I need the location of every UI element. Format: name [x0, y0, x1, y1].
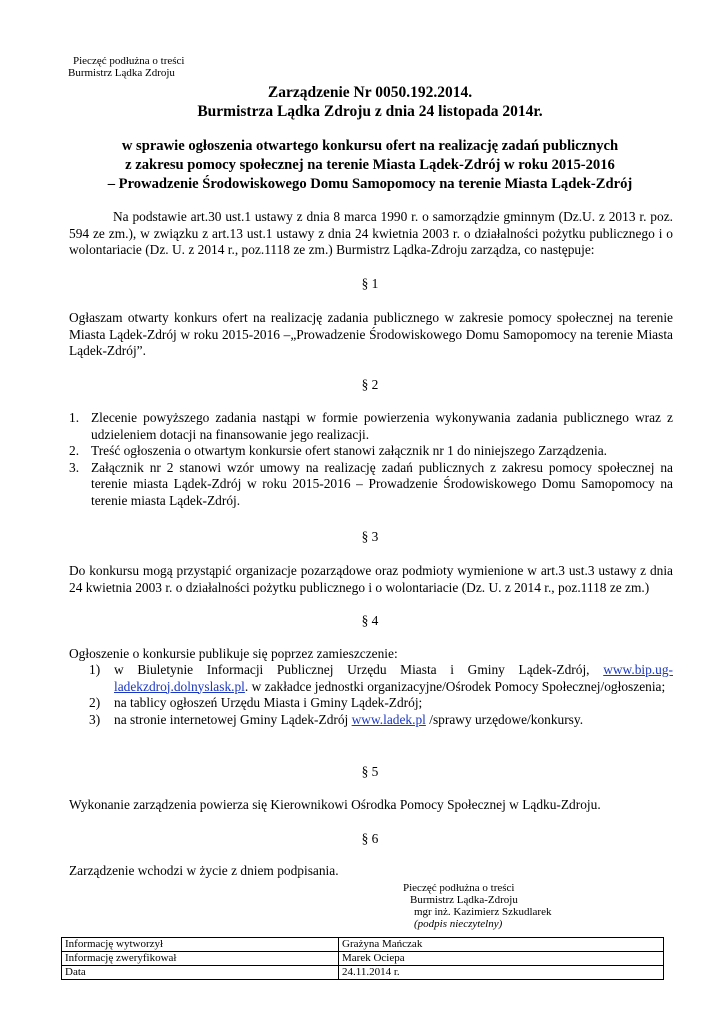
table-cell-value: Marek Ociepa [339, 952, 664, 966]
section-3-text: Do konkursu mogą przystąpić organizacje pozarządowe oraz podmioty wymienione w art.3 ust.3 ustawy z dnia 24 kwietnia 2003 r. o działalności pożytku publicznego i o wolontariacie (Dz. U. z 2014 r., poz.1118 ze zm.) [69, 563, 673, 595]
table-row [62, 938, 664, 952]
section-5-mark: § 5 [361, 764, 379, 779]
section-3-mark: § 3 [361, 529, 379, 544]
list-item [69, 662, 673, 695]
list-item-text: na tablicy ogłoszeń Urzędu Miasta i Gminy Lądek-Zdrój; [114, 695, 423, 710]
section-2-mark: § 2 [361, 377, 379, 392]
top-stamp-line-2: Burmistrz Lądka Zdroju [68, 67, 175, 79]
bottom-stamp-line-1: Pieczęć podłużna o treści [403, 882, 515, 894]
bip-link[interactable]: www.bip.ug-ladekzdroj.dolnyslask.pl [114, 662, 673, 694]
section-4-list [69, 662, 673, 728]
section-1-text: Ogłaszam otwarty konkurs ofert na realizację zadania publicznego w zakresie pomocy społecznej na terenie Miasta Lądek-Zdrój w roku 2015-2016 –„Prowadzenie Środowiskowego Domu Samopomocy na terenie Miasta Lądek-Zdrój”. [69, 310, 673, 358]
list-item-text-after: /sprawy urzędowe/konkursy. [429, 711, 584, 727]
info-table [61, 937, 664, 980]
table-row [62, 966, 664, 980]
bottom-stamp-line-2: Burmistrz Lądka-Zdroju [410, 894, 518, 906]
list-item-text: Treść ogłoszenia o otwartym konkursie ofert stanowi załącznik nr 1 do niniejszego Zarządzenia. [91, 443, 607, 458]
top-stamp-line-1: Pieczęć podłużna o treści [73, 55, 185, 67]
list-item [69, 443, 673, 460]
section-2-list [69, 410, 673, 509]
document-title [60, 83, 680, 121]
list-item-number: 3. [69, 459, 80, 475]
section-1-mark: § 1 [361, 276, 379, 291]
list-item-number: 2. [69, 443, 80, 458]
section-4-lead: Ogłoszenie o konkursie publikuje się poprzez zamieszczenie: [69, 646, 398, 661]
list-item-text: Zlecenie powyższego zadania nastąpi w formie powierzenia wykonywania zadania publicznego wraz z udzieleniem dotacji na finansowanie jego realizacji. [91, 410, 673, 442]
table-cell-label: Informację zweryfikował [62, 952, 339, 966]
subject-line-2: z zakresu pomocy społecznej na terenie Miasta Lądek-Zdrój w roku 2015-2016 [125, 157, 615, 173]
subject-line-3: – Prowadzenie Środowiskowego Domu Samopomocy na terenie Miasta Lądek-Zdrój [107, 176, 633, 192]
list-item [69, 712, 673, 729]
bottom-stamp-line-3: mgr inż. Kazimierz Szkudlarek [414, 906, 552, 918]
section-5-text: Wykonanie zarządzenia powierza się Kierownikowi Ośrodka Pomocy Społecznej w Lądku-Zdroju. [69, 797, 601, 812]
section-6-mark: § 6 [361, 831, 379, 846]
list-item-number: 1. [69, 410, 80, 425]
list-item-number: 3) [89, 711, 101, 727]
title-line-2: Burmistrza Lądka Zdroju z dnia 24 listopada 2014r. [197, 103, 543, 120]
table-cell-value: Grażyna Mańczak [339, 938, 664, 952]
table-cell-label: Data [62, 966, 339, 980]
list-item-number: 2) [89, 695, 101, 710]
intro-paragraph: Na podstawie art.30 ust.1 ustawy z dnia 8 marca 1990 r. o samorządzie gminnym (Dz.U. z 2013 r. poz. 594 ze zm.), w związku z art.13 ust.1 ustawy z dnia 24 kwietnia 2003 r. o działalności pożytku publicznego i o wolontariacie (Dz. U. z 2014 r., poz.1118 ze zm.) Burmistrz Lądka-Zdroju zarządza, co następuje: [69, 209, 673, 257]
list-item-text: Załącznik nr 2 stanowi wzór umowy na realizację zadań publicznych z zakresu pomocy społecznej na terenie miasta Lądek-Zdrój w roku 2015-2016 – Prowadzenie Środowiskowego Domu Samopomocy na terenie miasta Lądek-Zdrój. [91, 459, 673, 508]
section-4-mark: § 4 [361, 613, 379, 628]
list-item-text: w Biuletynie Informacji Publicznej Urzędu Miasta i Gminy Lądek-Zdrój, [114, 662, 590, 677]
document-subject [50, 137, 690, 194]
list-item-number: 1) [89, 662, 101, 677]
table-cell-value: 24.11.2014 r. [339, 966, 664, 980]
top-stamp [68, 55, 185, 79]
list-item [69, 410, 673, 443]
subject-line-1: w sprawie ogłoszenia otwartego konkursu ofert na realizację zadań publicznych [121, 138, 619, 154]
list-item-text-after: . w zakładce jednostki organizacyjne/Ośrodek Pomocy Społecznej/ogłoszenia; [244, 678, 666, 694]
list-item [69, 695, 673, 712]
table-cell-label: Informację wytworzył [62, 938, 339, 952]
title-line-1: Zarządzenie Nr 0050.192.2014. [267, 84, 473, 101]
list-item [69, 460, 673, 510]
ladek-link[interactable]: www.ladek.pl [351, 711, 426, 727]
table-row [62, 952, 664, 966]
list-item-text: na stronie internetowej Gminy Lądek-Zdrój [114, 711, 349, 727]
section-6-text: Zarządzenie wchodzi w życie z dniem podpisania. [69, 863, 339, 878]
bottom-stamp [403, 882, 551, 930]
bottom-stamp-line-4: (podpis nieczytelny) [414, 918, 503, 930]
